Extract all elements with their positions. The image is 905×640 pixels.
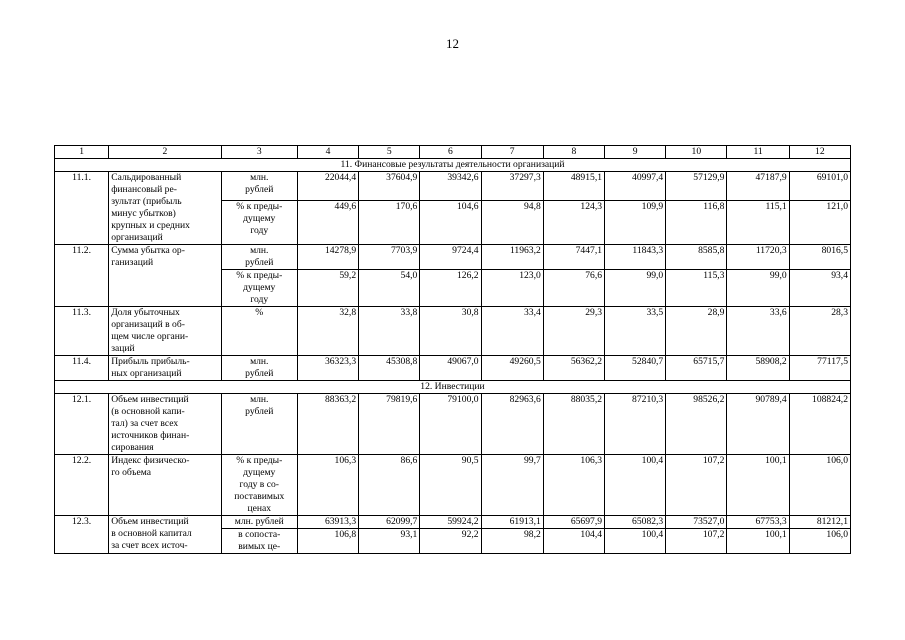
value-cell: 93,1 [359,529,420,554]
indicator-code: 11.1. [55,172,109,245]
column-header: 10 [666,146,727,159]
value-cell: 88363,2 [297,394,358,455]
value-cell: 65082,3 [605,516,666,529]
value-cell: 77117,5 [789,356,850,381]
value-cell: 33,5 [605,307,666,356]
value-cell: 59,2 [297,270,358,307]
value-cell: 126,2 [420,270,481,307]
unit-cell: % к преды- дущему году [221,201,297,245]
value-cell: 109,9 [605,201,666,245]
value-cell: 62099,7 [359,516,420,529]
value-cell: 94,8 [481,201,543,245]
unit-cell: % [221,307,297,356]
unit-cell: млн. рублей [221,172,297,201]
value-cell: 9724,4 [420,245,481,270]
value-cell: 65697,9 [543,516,604,529]
section-title: 12. Инвестиции [55,381,851,394]
value-cell: 116,8 [666,201,727,245]
indicator-name: Доля убыточных организаций в об- щем числе органи- заций [109,307,221,356]
value-cell: 7447,1 [543,245,604,270]
unit-cell: млн. рублей [221,245,297,270]
unit-cell: % к преды- дущему году [221,270,297,307]
statistics-table [54,145,851,554]
value-cell: 30,8 [420,307,481,356]
value-cell: 33,6 [727,307,789,356]
unit-cell: млн. рублей [221,516,297,529]
value-cell: 57129,9 [666,172,727,201]
value-cell: 106,0 [789,529,850,554]
value-cell: 108824,2 [789,394,850,455]
value-cell: 76,6 [543,270,604,307]
value-cell: 115,1 [727,201,789,245]
value-cell: 107,2 [666,455,727,516]
table-row [55,356,851,381]
table-row [55,516,851,529]
value-cell: 98,2 [481,529,543,554]
indicator-code: 12.1. [55,394,109,455]
column-header: 5 [359,146,420,159]
column-header: 12 [789,146,850,159]
indicator-code: 12.3. [55,516,109,554]
value-cell: 115,3 [666,270,727,307]
value-cell: 47187,9 [727,172,789,201]
indicator-code: 12.2. [55,455,109,516]
value-cell: 87210,3 [605,394,666,455]
unit-cell: млн. рублей [221,356,297,381]
header-row [55,146,851,159]
indicator-code: 11.3. [55,307,109,356]
value-cell: 100,1 [727,455,789,516]
value-cell: 449,6 [297,201,358,245]
indicator-code: 11.4. [55,356,109,381]
indicator-name: Прибыль прибыль- ных организаций [109,356,221,381]
column-header: 8 [543,146,604,159]
value-cell: 90,5 [420,455,481,516]
value-cell: 79100,0 [420,394,481,455]
value-cell: 40997,4 [605,172,666,201]
column-header: 6 [420,146,481,159]
unit-cell: млн. рублей [221,394,297,455]
column-header: 11 [727,146,789,159]
table-body [55,159,851,554]
value-cell: 11843,3 [605,245,666,270]
section-header-row [55,381,851,394]
indicator-name: Объем инвестиций в основной капитал за счет всех источ- [109,516,221,554]
value-cell: 11963,2 [481,245,543,270]
value-cell: 81212,1 [789,516,850,529]
column-header: 2 [109,146,221,159]
column-header: 9 [605,146,666,159]
value-cell: 99,0 [727,270,789,307]
value-cell: 100,1 [727,529,789,554]
value-cell: 69101,0 [789,172,850,201]
value-cell: 86,6 [359,455,420,516]
value-cell: 48915,1 [543,172,604,201]
table-row [55,394,851,455]
value-cell: 49260,5 [481,356,543,381]
value-cell: 65715,7 [666,356,727,381]
value-cell: 88035,2 [543,394,604,455]
value-cell: 104,4 [543,529,604,554]
value-cell: 63913,3 [297,516,358,529]
value-cell: 8016,5 [789,245,850,270]
value-cell: 28,3 [789,307,850,356]
value-cell: 99,7 [481,455,543,516]
indicator-name: Объем инвестиций (в основной капи- тал) за счет всех источников финан- сирования [109,394,221,455]
value-cell: 82963,6 [481,394,543,455]
indicator-name: Сальдированный финансовый ре- зультат (прибыль минус убытков) крупных и средних организаций [109,172,221,245]
value-cell: 45308,8 [359,356,420,381]
value-cell: 90789,4 [727,394,789,455]
section-header-row [55,159,851,172]
column-header: 1 [55,146,109,159]
value-cell: 106,8 [297,529,358,554]
value-cell: 100,4 [605,455,666,516]
value-cell: 14278,9 [297,245,358,270]
value-cell: 32,8 [297,307,358,356]
value-cell: 170,6 [359,201,420,245]
value-cell: 29,3 [543,307,604,356]
value-cell: 124,3 [543,201,604,245]
table-row [55,455,851,516]
value-cell: 123,0 [481,270,543,307]
indicator-name: Индекс физическо- го объема [109,455,221,516]
value-cell: 28,9 [666,307,727,356]
table-row [55,307,851,356]
value-cell: 8585,8 [666,245,727,270]
value-cell: 100,4 [605,529,666,554]
value-cell: 7703,9 [359,245,420,270]
value-cell: 49067,0 [420,356,481,381]
value-cell: 107,2 [666,529,727,554]
value-cell: 79819,6 [359,394,420,455]
value-cell: 33,8 [359,307,420,356]
column-header: 3 [221,146,297,159]
value-cell: 104,6 [420,201,481,245]
column-header: 7 [481,146,543,159]
value-cell: 99,0 [605,270,666,307]
section-title: 11. Финансовые результаты деятельности организаций [55,159,851,172]
value-cell: 37297,3 [481,172,543,201]
value-cell: 52840,7 [605,356,666,381]
column-header: 4 [297,146,358,159]
value-cell: 39342,6 [420,172,481,201]
value-cell: 106,3 [297,455,358,516]
value-cell: 121,0 [789,201,850,245]
value-cell: 98526,2 [666,394,727,455]
value-cell: 67753,3 [727,516,789,529]
value-cell: 36323,3 [297,356,358,381]
value-cell: 61913,1 [481,516,543,529]
indicator-code: 11.2. [55,245,109,307]
value-cell: 106,3 [543,455,604,516]
value-cell: 54,0 [359,270,420,307]
value-cell: 37604,9 [359,172,420,201]
value-cell: 59924,2 [420,516,481,529]
value-cell: 106,0 [789,455,850,516]
value-cell: 33,4 [481,307,543,356]
value-cell: 56362,2 [543,356,604,381]
value-cell: 22044,4 [297,172,358,201]
unit-cell: в сопоста- вимых це- [221,529,297,554]
value-cell: 58908,2 [727,356,789,381]
value-cell: 92,2 [420,529,481,554]
unit-cell: % к преды- дущему году в со- поставимых ценах [221,455,297,516]
page-number: 12 [446,36,459,51]
indicator-name: Сумма убытка ор- ганизаций [109,245,221,307]
table-row [55,245,851,270]
value-cell: 11720,3 [727,245,789,270]
value-cell: 93,4 [789,270,850,307]
table-row [55,172,851,201]
value-cell: 73527,0 [666,516,727,529]
